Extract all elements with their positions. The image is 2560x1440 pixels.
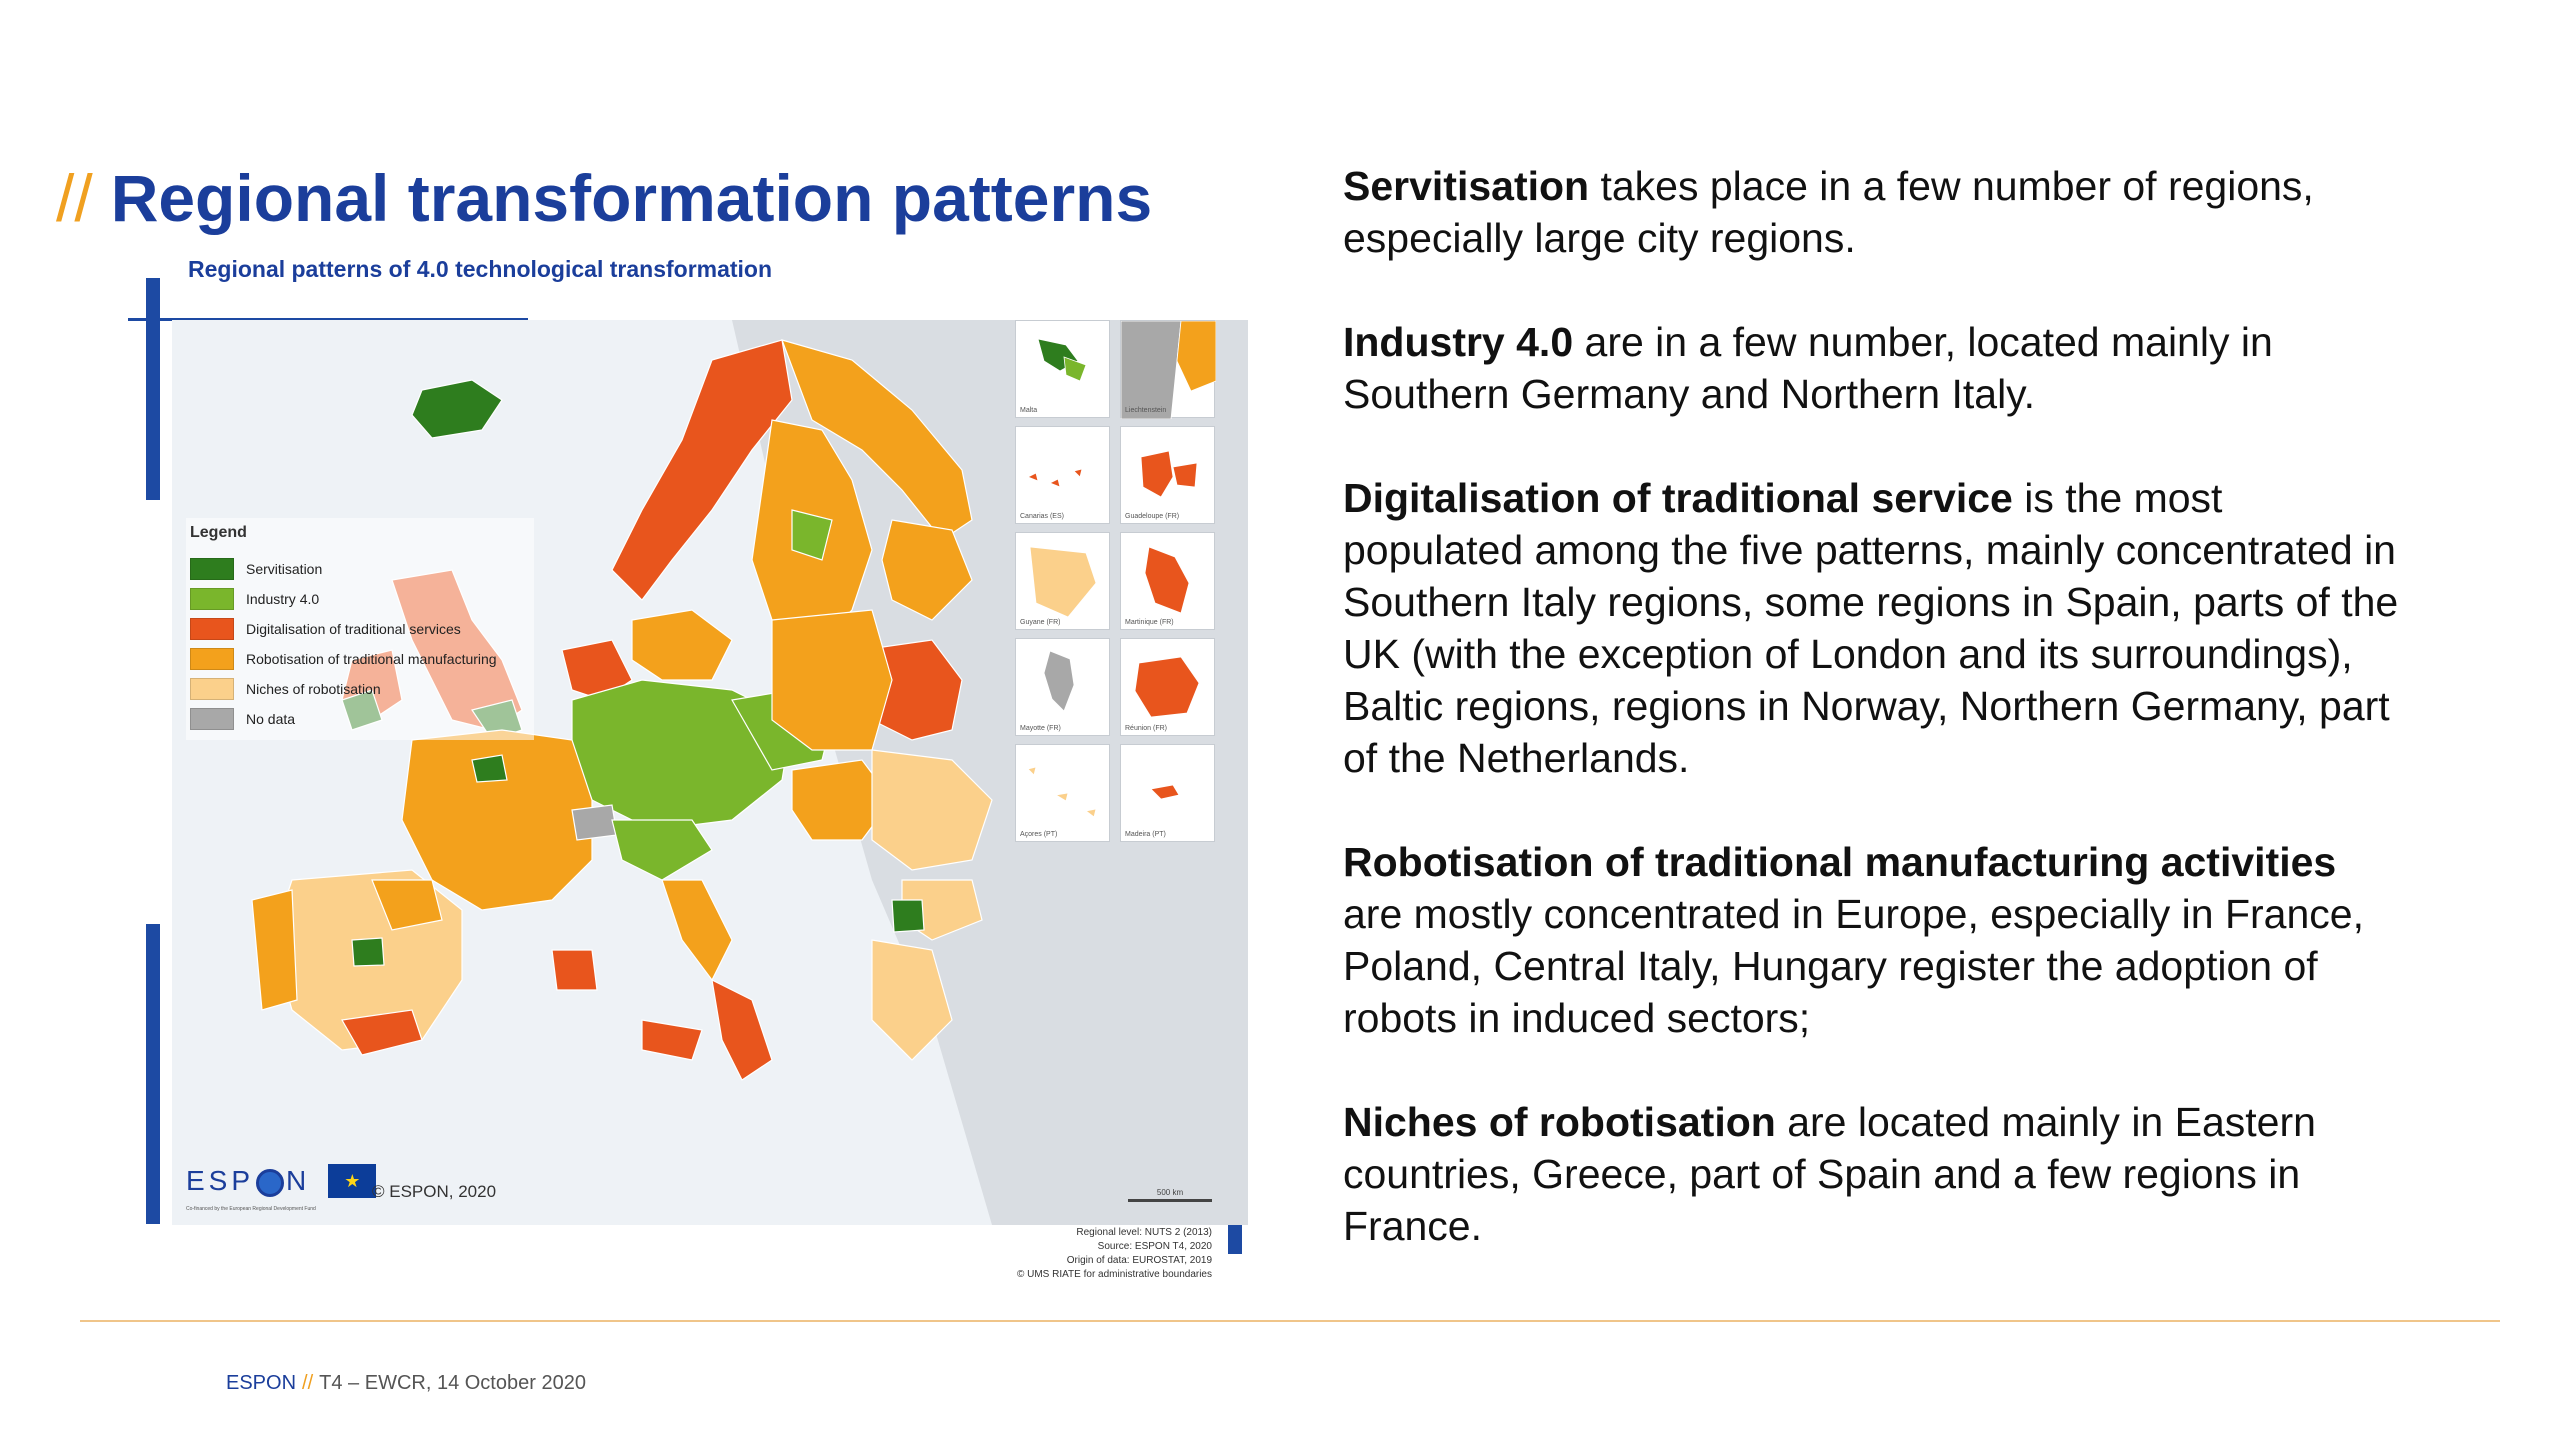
- inset-region: [1028, 767, 1096, 817]
- inset-label: Guadeloupe (FR): [1125, 513, 1180, 520]
- paragraph-keyword: Niches of robotisation: [1343, 1099, 1776, 1145]
- legend-swatch: [190, 648, 234, 670]
- legend-swatch: [190, 708, 234, 730]
- espon-o-icon: [256, 1169, 284, 1197]
- paragraph-text: takes place in a few number of regions, especially large city regions.: [1343, 163, 2314, 261]
- figure-rule-left-top: [146, 278, 160, 500]
- legend-label: Robotisation of traditional manufacturing: [246, 651, 497, 667]
- figure-rule-left-bottom: [146, 924, 160, 1224]
- footer-text: T4 – EWCR, 14 October 2020: [319, 1372, 586, 1394]
- legend-item: [190, 554, 530, 584]
- inset-region: [1028, 469, 1082, 487]
- legend-item: [190, 674, 530, 704]
- inset-region: [1121, 321, 1181, 419]
- region-germany-north: [632, 610, 732, 680]
- inset-map: [1016, 321, 1111, 419]
- scale-bar: [1128, 1188, 1212, 1202]
- legend-title: Legend: [190, 524, 247, 541]
- paragraph-text: are in a few number, located mainly in Southern Germany and Northern Italy.: [1343, 319, 2273, 417]
- inset-region: [1030, 547, 1096, 617]
- inset-label: Açores (PT): [1020, 831, 1058, 838]
- legend-swatch: [190, 588, 234, 610]
- legend-label: Servitisation: [246, 561, 323, 577]
- inset-label: Liechtenstein: [1125, 407, 1167, 414]
- legend-label: Industry 4.0: [246, 591, 320, 607]
- footer-divider: [80, 1320, 2500, 1322]
- map-inset: [1120, 638, 1215, 736]
- paragraph-text: is the most populated among the five patterns, mainly concentrated in Southern Italy regions, some regions in Spain, parts of the UK (with the exception of London and its surroundings), Baltic regions, regions in Norway, Northern Germany, part of the Netherlands.: [1343, 475, 2399, 781]
- map-inset: [1120, 426, 1215, 524]
- legend-label: Niches of robotisation: [246, 681, 381, 697]
- legend-item: [190, 704, 530, 734]
- inset-map: [1016, 745, 1111, 843]
- map-sources: [1017, 1226, 1212, 1282]
- inset-map: [1121, 427, 1216, 525]
- paragraph-text: are located mainly in Eastern countries, Greece, part of Spain and a few regions in France.: [1343, 1099, 2316, 1249]
- map-inset: [1120, 532, 1215, 630]
- inset-map: [1016, 533, 1111, 631]
- region-sicily: [642, 1020, 702, 1060]
- map-inset: [1120, 744, 1215, 842]
- legend-swatch: [190, 558, 234, 580]
- region-italy-north: [612, 820, 712, 880]
- footer-separator: //: [302, 1372, 314, 1394]
- inset-region: [1064, 357, 1086, 381]
- map-figure: [120, 248, 1260, 1308]
- inset-label: Mayotte (FR): [1020, 725, 1061, 732]
- description-paragraph: [1343, 316, 2403, 420]
- region-madrid: [352, 938, 384, 966]
- eu-flag-icon: ★: [328, 1164, 376, 1198]
- page-title: [56, 160, 1152, 236]
- inset-label: Réunion (FR): [1125, 725, 1168, 732]
- map-inset: [1015, 532, 1110, 630]
- legend-items: [190, 554, 530, 734]
- espon-wordmark: ESP N: [186, 1165, 311, 1196]
- footer: [226, 1372, 586, 1395]
- map-legend: [186, 518, 534, 740]
- paragraph-keyword: Industry 4.0: [1343, 319, 1574, 365]
- legend-swatch: [190, 678, 234, 700]
- description-column: [1343, 160, 2403, 1304]
- description-paragraph: [1343, 1096, 2403, 1252]
- inset-region: [1135, 657, 1199, 717]
- scale-label: 500 km: [1156, 1188, 1184, 1197]
- inset-label: Martinique (FR): [1125, 619, 1174, 626]
- region-sardinia: [552, 950, 597, 990]
- legend-label: Digitalisation of traditional services: [246, 621, 461, 637]
- inset-region: [1151, 785, 1179, 799]
- description-paragraph: [1343, 836, 2403, 1044]
- map-inset: [1015, 744, 1110, 842]
- region-switzerland: [572, 805, 617, 840]
- map-inset: [1015, 638, 1110, 736]
- legend-item: [190, 584, 530, 614]
- legend-swatch: [190, 618, 234, 640]
- espon-logo: [186, 1164, 376, 1198]
- inset-label: Canarias (ES): [1020, 513, 1064, 520]
- source-line: Origin of data: EUROSTAT, 2019: [1066, 1255, 1212, 1266]
- inset-region: [1177, 321, 1216, 391]
- inset-map: [1016, 639, 1111, 737]
- region-italy-south: [712, 980, 772, 1080]
- source-line: Source: ESPON T4, 2020: [1097, 1241, 1212, 1252]
- paragraph-keyword: Digitalisation of traditional service: [1343, 475, 2013, 521]
- inset-label: Madeira (PT): [1125, 831, 1166, 838]
- map-inset: [1120, 320, 1215, 418]
- source-line: © UMS RIATE for administrative boundaries: [1016, 1269, 1212, 1280]
- region-sofia: [892, 900, 924, 932]
- scale-line: [1128, 1199, 1212, 1202]
- title-text: Regional transformation patterns: [110, 161, 1153, 235]
- inset-region: [1044, 651, 1074, 711]
- logo-tagline: Co-financed by the European Regional Development Fund: [186, 1206, 316, 1212]
- region-paris: [472, 755, 507, 782]
- legend-label: No data: [246, 711, 296, 727]
- description-paragraph: [1343, 472, 2403, 784]
- paragraph-keyword: Servitisation: [1343, 163, 1590, 209]
- inset-map: [1121, 745, 1216, 843]
- legend-item: [190, 614, 530, 644]
- paragraph-text: are mostly concentrated in Europe, especially in France, Poland, Central Italy, Hungary register the adoption of robots in induced sectors;: [1343, 891, 2364, 1041]
- map-inset: [1015, 426, 1110, 524]
- paragraph-keyword: Robotisation of traditional manufacturing activities: [1343, 839, 2337, 885]
- map-copyright: © ESPON, 2020: [372, 1182, 497, 1201]
- source-line: Regional level: NUTS 2 (2013): [1076, 1227, 1212, 1238]
- region-iceland: [412, 380, 502, 438]
- title-prefix: //: [56, 161, 93, 235]
- inset-map: [1016, 427, 1111, 525]
- inset-region: [1141, 451, 1197, 497]
- inset-map: [1121, 321, 1216, 419]
- region-poland: [772, 610, 892, 750]
- footer-brand: ESPON: [226, 1372, 297, 1394]
- map-figure-title: Regional patterns of 4.0 technological transformation: [188, 256, 773, 282]
- region-italy-central: [662, 880, 732, 980]
- inset-map: [1121, 533, 1216, 631]
- inset-label: Malta: [1020, 407, 1038, 414]
- inset-label: Guyane (FR): [1020, 619, 1061, 626]
- region-portugal: [252, 890, 297, 1010]
- legend-item: [190, 644, 530, 674]
- inset-map: [1121, 639, 1216, 737]
- description-paragraph: [1343, 160, 2403, 264]
- inset-region: [1145, 547, 1189, 613]
- map-inset: [1015, 320, 1110, 418]
